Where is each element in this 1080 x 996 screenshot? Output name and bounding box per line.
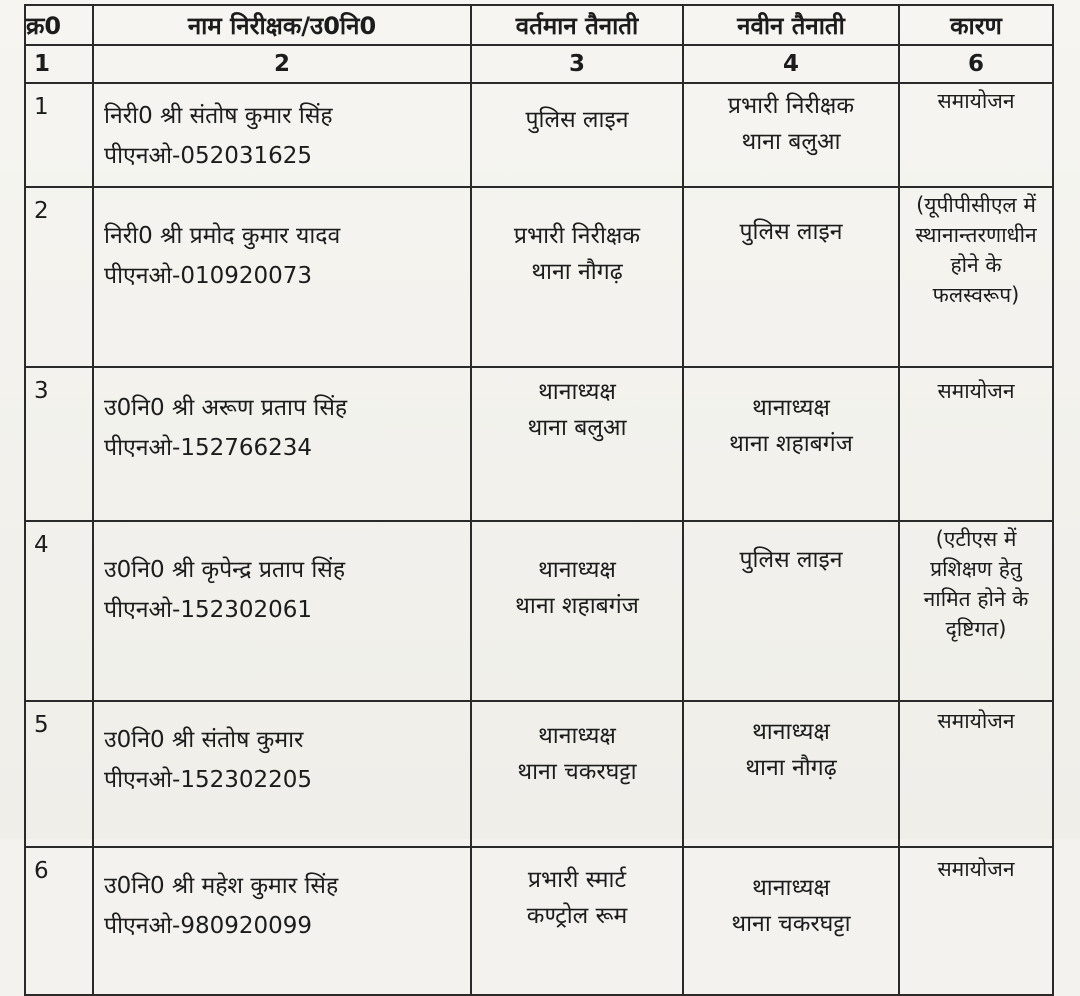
officer-cell — [93, 187, 471, 367]
new-posting-line: प्रभारी निरीक्षक — [727, 93, 855, 119]
column-number: 2 — [93, 45, 471, 83]
officer-cell — [93, 847, 471, 995]
current-posting-line: थाना शहाबगंज — [515, 593, 639, 619]
officer-cell — [93, 367, 471, 521]
officer-pno: पीएनओ-152302205 — [104, 767, 313, 793]
officer-name: उ0नि0 श्री महेश कुमार सिंह — [104, 873, 339, 899]
current-posting-line: थाना बलुआ — [527, 415, 627, 441]
officer-pno: पीएनओ-052031625 — [104, 143, 313, 169]
new-posting-line: थानाध्यक्ष — [752, 395, 830, 421]
serial-number: 5 — [25, 701, 93, 847]
reason: समायोजन — [899, 701, 1053, 847]
reason: समायोजन — [899, 83, 1053, 187]
current-posting — [471, 187, 683, 367]
new-posting — [683, 847, 899, 995]
table-row — [25, 847, 1053, 995]
current-posting-line: थानाध्यक्ष — [538, 379, 616, 405]
new-posting-line: पुलिस लाइन — [739, 547, 843, 573]
current-posting — [471, 701, 683, 847]
column-number-row — [25, 45, 1053, 83]
current-posting — [471, 83, 683, 187]
officer-name: उ0नि0 श्री संतोष कुमार — [104, 727, 304, 753]
new-posting-line: थानाध्यक्ष — [752, 875, 830, 901]
table-row — [25, 367, 1053, 521]
current-posting-line: थाना चकरघट्टा — [517, 759, 637, 785]
reason: (एटीएस में प्रशिक्षण हेतु नामित होने के दृष्टिगत) — [899, 521, 1053, 701]
new-posting — [683, 521, 899, 701]
new-posting-line: पुलिस लाइन — [739, 219, 843, 245]
serial-number: 3 — [25, 367, 93, 521]
officer-pno: पीएनओ-152766234 — [104, 435, 313, 461]
reason: (यूपीपीसीएल में स्थानान्तरणाधीन होने के फलस्वरूप) — [899, 187, 1053, 367]
header-current-posting: वर्तमान तैनाती — [471, 5, 683, 45]
serial-number: 1 — [25, 83, 93, 187]
reason: समायोजन — [899, 367, 1053, 521]
officer-pno: पीएनओ-152302061 — [104, 597, 313, 623]
table-row — [25, 83, 1053, 187]
current-posting — [471, 847, 683, 995]
header-name: नाम निरीक्षक/उ0नि0 — [93, 5, 471, 45]
serial-number: 2 — [25, 187, 93, 367]
current-posting-line: प्रभारी निरीक्षक — [513, 223, 641, 249]
table-row — [25, 187, 1053, 367]
current-posting-line: थानाध्यक्ष — [538, 723, 616, 749]
officer-pno: पीएनओ-010920073 — [104, 263, 313, 289]
new-posting — [683, 83, 899, 187]
officer-cell — [93, 521, 471, 701]
new-posting-line: थाना शहाबगंज — [729, 431, 853, 457]
table-row — [25, 701, 1053, 847]
officer-name: उ0नि0 श्री अरूण प्रताप सिंह — [104, 395, 348, 421]
serial-number: 6 — [25, 847, 93, 995]
header-serial: क्र0 — [25, 5, 93, 45]
header-reason: कारण — [899, 5, 1053, 45]
column-number: 1 — [25, 45, 93, 83]
current-posting-line: प्रभारी स्मार्ट — [527, 867, 627, 893]
current-posting-line: पुलिस लाइन — [525, 107, 629, 133]
new-posting-line: थाना नौगढ़ — [745, 755, 837, 781]
reason: समायोजन — [899, 847, 1053, 995]
new-posting-line: थानाध्यक्ष — [752, 719, 830, 745]
serial-number: 4 — [25, 521, 93, 701]
transfer-table — [24, 4, 1054, 996]
current-posting-line: थाना नौगढ़ — [531, 259, 623, 285]
new-posting-line: थाना चकरघट्टा — [731, 911, 851, 937]
column-number: 6 — [899, 45, 1053, 83]
officer-cell — [93, 83, 471, 187]
current-posting — [471, 367, 683, 521]
header-row — [25, 5, 1053, 45]
officer-name: निरी0 श्री प्रमोद कुमार यादव — [104, 223, 341, 249]
officer-name: निरी0 श्री संतोष कुमार सिंह — [104, 103, 333, 129]
officer-name: उ0नि0 श्री कृपेन्द्र प्रताप सिंह — [104, 557, 346, 583]
new-posting — [683, 701, 899, 847]
current-posting — [471, 521, 683, 701]
column-number: 3 — [471, 45, 683, 83]
current-posting-line: कण्ट्रोल रूम — [526, 903, 628, 929]
new-posting-line: थाना बलुआ — [741, 129, 841, 155]
new-posting — [683, 187, 899, 367]
new-posting — [683, 367, 899, 521]
table-row — [25, 521, 1053, 701]
header-new-posting: नवीन तैनाती — [683, 5, 899, 45]
officer-cell — [93, 701, 471, 847]
column-number: 4 — [683, 45, 899, 83]
officer-pno: पीएनओ-980920099 — [104, 913, 313, 939]
current-posting-line: थानाध्यक्ष — [538, 557, 616, 583]
